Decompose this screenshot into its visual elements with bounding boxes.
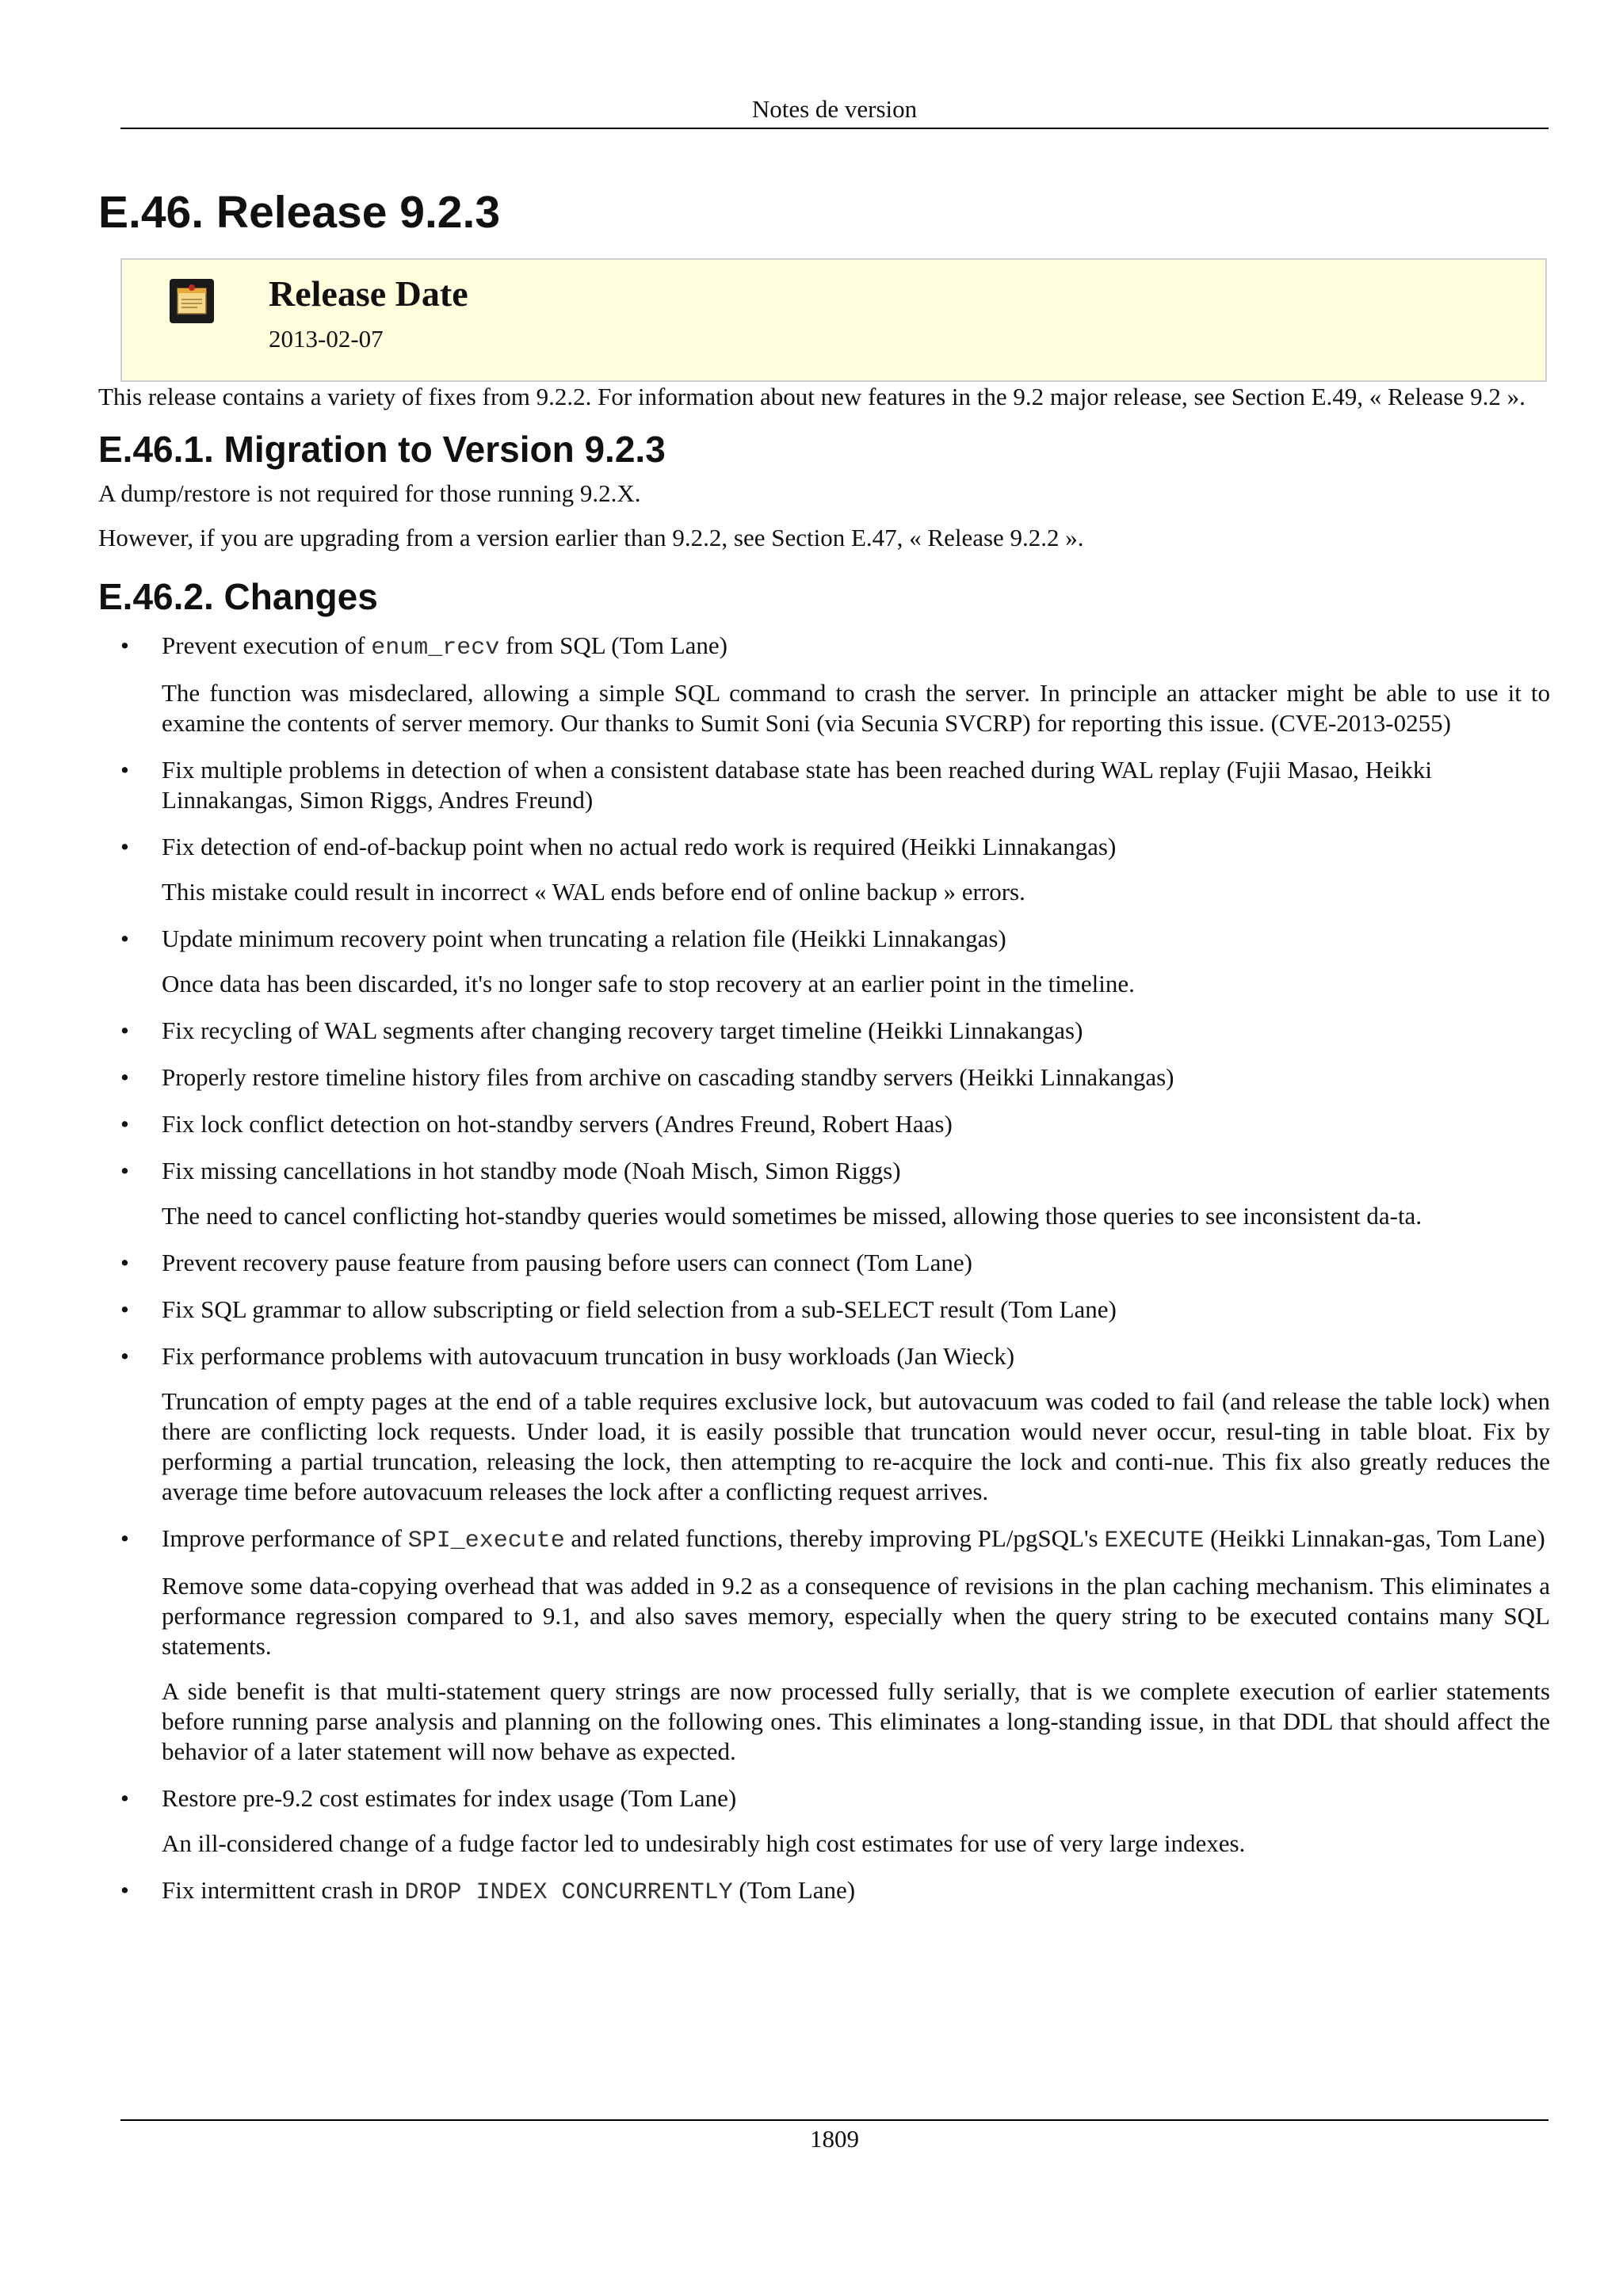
code-drop-index-concurrently: DROP INDEX CONCURRENTLY <box>404 1879 733 1906</box>
section-title: E.46. Release 9.2.3 <box>98 187 501 238</box>
bullet-icon: • <box>120 1295 129 1323</box>
bullet-icon: • <box>120 1342 129 1370</box>
item-description: Once data has been discarded, it's no longer safe to stop recovery at an earlier point in the timeline. <box>162 970 1135 997</box>
footer-rule <box>120 2119 1549 2121</box>
list-item: • Prevent execution of enum_recv from SQL (Tom Lane) The function was misdeclared, allowing a simple SQL command to crash the server. In principle an attacker might be able to use it to examine the contents of server memory. Our thanks to Sumit Soni (via Secunia SVCRP) for reporting this issue. (CVE-2013-0255) <box>120 631 1550 737</box>
list-item: • Fix detection of end-of-backup point when no actual redo work is required (Heikki Linnakangas) This mistake could result in incorrect « WAL ends before end of online backup » errors. <box>98 832 1550 907</box>
migration-heading: E.46.1. Migration to Version 9.2.3 <box>98 429 666 470</box>
list-item: • Fix performance problems with autovacuum truncation in busy workloads (Jan Wieck) Truncation of empty pages at the end of a table requires exclusive lock, but autovacuum was coded to fail (and release the table lock) when there are conflicting lock requests. Under load, it is easily possible that truncation would never occur, resul-ting in table bloat. Fix by performing a partial truncation, releasing the lock, then attempting to re-acquire the lock and conti-nue. This fix also greatly reduces the average time before autovacuum releases the lock after a conflicting request arrives. <box>120 1342 1550 1505</box>
item-description: Truncation of empty pages at the end of a table requires exclusive lock, but autovacuum was coded to fail (and release the table lock) when there are conflicting lock requests. Under load, it is easily possible that truncation would never occur, resul-ting in table bloat. Fix by performing a partial truncation, releasing the lock, then attempting to re-acquire the lock and conti-nue. This fix also greatly reduces the average time before autovacuum releases the lock after a conflicting request arrives. <box>162 1387 1550 1505</box>
intro-paragraph: This release contains a variety of fixes from 9.2.2. For information about new features in the 9.2 major release, see Section E.49, « Release 9.2 ». <box>98 383 1526 410</box>
list-item: • Fix intermittent crash in DROP INDEX CONCURRENTLY (Tom Lane) <box>120 1876 856 1906</box>
item-description: Remove some data-copying overhead that was added in 9.2 as a consequence of revisions in the plan caching mechanism. This eliminates a performance regression compared to 9.1, and also saves memory, especially when the query string to be executed contains many SQL statements. <box>162 1572 1550 1660</box>
migration-para-1: A dump/restore is not required for those running 9.2.X. <box>98 479 641 507</box>
item-description: The function was misdeclared, allowing a simple SQL command to crash the server. In principle an attacker might be able to use it to examine the contents of server memory. Our thanks to Sumit Soni (via Secunia SVCRP) for reporting this issue. (CVE-2013-0255) <box>162 679 1550 737</box>
page-content <box>98 184 1549 1924</box>
list-item: • Fix lock conflict detection on hot-standby servers (Andres Freund, Robert Haas) <box>120 1110 953 1138</box>
bullet-icon: • <box>120 1524 129 1552</box>
list-item: • Fix missing cancellations in hot standby mode (Noah Misch, Simon Riggs) The need to cancel conflicting hot-standby queries would sometimes be missed, allowing those queries to see inconsistent da-ta. <box>98 1156 1550 1231</box>
changes-heading: E.46.2. Changes <box>98 576 378 617</box>
list-item: • Improve performance of SPI_execute and related functions, thereby improving PL/pgSQL's EXECUTE (Heikki Linnakan-gas, Tom Lane) Remove some data-copying overhead that was added in 9.2 as a consequence of revisions in the plan caching mechanism. This eliminates a performance regression compared to 9.1, and also saves memory, especially when the query string to be executed contains many SQL statements. A side benefit is that multi-statement query strings are now processed fully serially, that is we complete execution of earlier statements before running parse analysis and planning on the following ones. This eliminates a long-standing issue, in that DDL that should affect the behavior of a later statement will now behave as expected. <box>120 1524 1550 1765</box>
note-title: Release Date <box>269 273 468 314</box>
bullet-icon: • <box>120 833 129 860</box>
list-item: • Fix SQL grammar to allow subscripting or field selection from a sub-SELECT result (Tom Lane) <box>120 1295 1117 1323</box>
list-item: • Restore pre-9.2 cost estimates for index usage (Tom Lane) An ill-considered change of a fudge factor led to undesirably high cost estimates for use of very large indexes. <box>98 1783 1550 1859</box>
bullet-icon: • <box>120 1063 129 1091</box>
list-item: • Fix multiple problems in detection of when a consistent database state has been reached during WAL replay (Fujii Masao, Heikki Linnakangas, Simon Riggs, Andres Freund) <box>120 756 1432 814</box>
bullet-icon: • <box>120 1110 129 1138</box>
bullet-icon: • <box>120 1876 129 1904</box>
bullet-icon: • <box>120 631 129 659</box>
list-item: • Fix recycling of WAL segments after changing recovery target timeline (Heikki Linnakangas) <box>120 1016 1083 1044</box>
item-description: An ill-considered change of a fudge factor led to undesirably high cost estimates for use of very large indexes. <box>162 1829 1246 1857</box>
note-icon <box>170 279 214 323</box>
bullet-icon: • <box>120 1784 129 1812</box>
code-spi-execute: SPI_execute <box>407 1527 565 1554</box>
item-description: The need to cancel conflicting hot-standby queries would sometimes be missed, allowing those queries to see inconsistent da-ta. <box>162 1202 1423 1230</box>
release-date-note <box>120 258 1547 382</box>
running-header: Notes de version <box>751 95 918 123</box>
migration-para-2: However, if you are upgrading from a version earlier than 9.2.2, see Section E.47, « Release 9.2.2 ». <box>98 524 1084 551</box>
header-rule <box>120 128 1549 129</box>
list-item: • Properly restore timeline history files from archive on cascading standby servers (Heikki Linnakangas) <box>120 1063 1174 1091</box>
code-enum-recv: enum_recv <box>371 635 500 662</box>
item-description: This mistake could result in incorrect « WAL ends before end of online backup » errors. <box>162 878 1025 906</box>
bullet-icon: • <box>120 1157 129 1184</box>
code-execute: EXECUTE <box>1104 1527 1205 1554</box>
changes-list <box>98 631 1549 1908</box>
item-description: A side benefit is that multi-statement query strings are now processed fully serially, that is we complete execution of earlier statements before running parse analysis and planning on the following ones. This eliminates a long-standing issue, in that DDL that should affect the behavior of a later statement will now behave as expected. <box>162 1677 1550 1765</box>
bullet-icon: • <box>120 1016 129 1044</box>
page-number: 1809 <box>810 2125 859 2153</box>
release-date: 2013-02-07 <box>269 325 384 353</box>
bullet-icon: • <box>120 925 129 952</box>
bullet-icon: • <box>120 1249 129 1276</box>
list-item: • Prevent recovery pause feature from pausing before users can connect (Tom Lane) <box>120 1249 972 1276</box>
list-item: • Update minimum recovery point when truncating a relation file (Heikki Linnakangas) Once data has been discarded, it's no longer safe to stop recovery at an earlier point in the timeline. <box>98 924 1550 999</box>
bullet-icon: • <box>120 756 129 784</box>
